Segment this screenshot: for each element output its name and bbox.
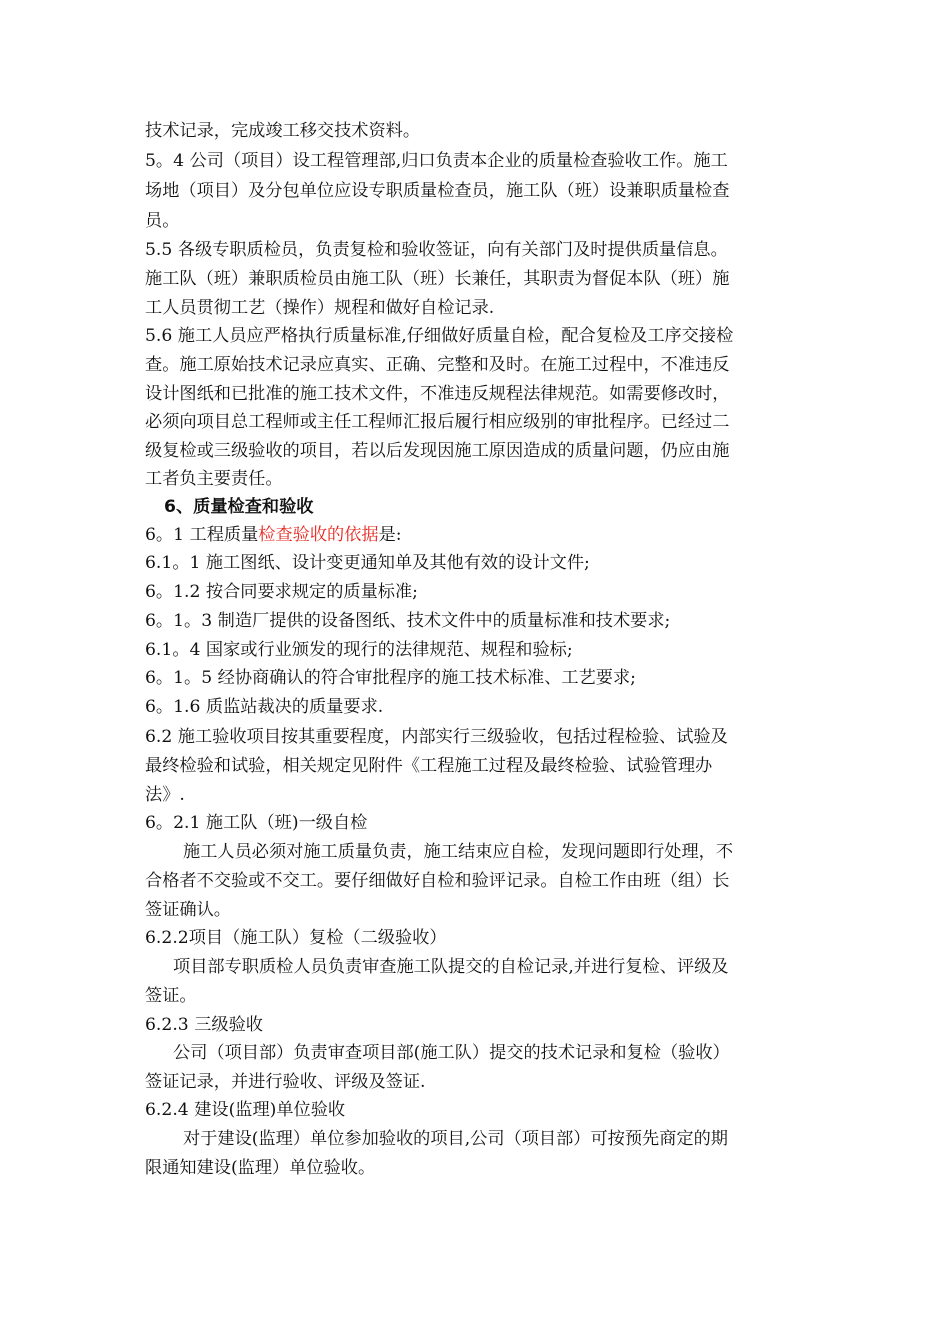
paragraph-line: 6。2.1 施工队（班)一级自检	[145, 813, 368, 833]
paragraph-line: 工者负主要责任。	[145, 469, 283, 489]
paragraph-line: 6.2.2项目（施工队）复检（二级验收）	[145, 928, 447, 948]
paragraph-line: 6.1。4 国家或行业颁发的现行的法律规范、规程和验标;	[145, 640, 573, 660]
paragraph-line: 级复检或三级验收的项目，若以后发现因施工原因造成的质量问题，仍应由施	[145, 441, 730, 461]
highlighted-text: 检查验收的依据	[258, 525, 379, 545]
paragraph-line: 6。1。3 制造厂提供的设备图纸、技术文件中的质量标准和技术要求;	[145, 611, 671, 631]
paragraph-line-6-1	[145, 522, 825, 548]
paragraph-line: 公司（项目部）负责审查项目部(施工队）提交的技术记录和复检（验收）	[173, 1043, 730, 1063]
paragraph-line: 施工人员必须对施工质量负责，施工结束应自检，发现问题即行处理，不	[183, 842, 734, 862]
paragraph-line: 6。1。5 经协商确认的符合审批程序的施工技术标准、工艺要求;	[145, 668, 636, 688]
paragraph-line: 法》.	[145, 785, 185, 805]
paragraph-line: 5.6 施工人员应严格执行质量标准,仔细做好质量自检，配合复检及工序交接检	[145, 326, 734, 346]
paragraph-line: 签证。	[145, 986, 197, 1006]
paragraph-line: 6。1.6 质监站裁决的质量要求.	[145, 697, 384, 717]
paragraph-line: 设计图纸和已批准的施工技术文件，不准违反规程法律规范。如需要修改时，	[145, 384, 730, 404]
paragraph-line: 对于建设(监理）单位参加验收的项目,公司（项目部）可按预先商定的期	[183, 1129, 728, 1149]
paragraph-line: 合格者不交验或不交工。要仔细做好自检和验评记录。自检工作由班（组）长	[145, 871, 730, 891]
paragraph-line: 员。	[145, 211, 180, 231]
paragraph-line: 技术记录，完成竣工移交技术资料。	[145, 121, 421, 141]
paragraph-line: 6.1。1 施工图纸、设计变更通知单及其他有效的设计文件;	[145, 553, 590, 573]
paragraph-line: 必须向项目总工程师或主任工程师汇报后履行相应级别的审批程序。已经过二	[145, 412, 730, 432]
paragraph-line: 6.2 施工验收项目按其重要程度，内部实行三级验收，包括过程检验、试验及	[145, 727, 728, 747]
paragraph-line: 签证确认。	[145, 900, 231, 920]
paragraph-line: 6.2.4 建设(监理)单位验收	[145, 1100, 346, 1120]
line-suffix: 是:	[378, 525, 402, 545]
paragraph-line: 施工队（班）兼职质检员由施工队（班）长兼任，其职责为督促本队（班）施	[145, 269, 730, 289]
paragraph-line: 项目部专职质检人员负责审查施工队提交的自检记录,并进行复检、评级及	[173, 957, 729, 977]
paragraph-line: 最终检验和试验，相关规定见附件《工程施工过程及最终检验、试验管理办	[145, 756, 713, 776]
paragraph-line: 5.5 各级专职质检员，负责复检和验收签证，向有关部门及时提供质量信息。	[145, 240, 728, 260]
paragraph-line: 查。施工原始技术记录应真实、正确、完整和及时。在施工过程中，不准违反	[145, 355, 730, 375]
paragraph-line: 工人员贯彻工艺（操作）规程和做好自检记录.	[145, 298, 495, 318]
paragraph-line: 签证记录，并进行验收、评级及签证.	[145, 1072, 426, 1092]
paragraph-line: 6。1.2 按合同要求规定的质量标准;	[145, 582, 418, 602]
paragraph-line: 场地（项目）及分包单位应设专职质量检查员，施工队（班）设兼职质量检查	[145, 181, 730, 201]
paragraph-line: 5。4 公司（项目）设工程管理部,归口负责本企业的质量检查验收工作。施工	[145, 151, 728, 171]
paragraph-line: 6.2.3 三级验收	[145, 1015, 263, 1035]
paragraph-line: 限通知建设(监理）单位验收。	[145, 1158, 376, 1178]
section-heading: 6、质量检查和验收	[164, 497, 314, 517]
line-prefix: 6。1 工程质量	[145, 525, 259, 545]
